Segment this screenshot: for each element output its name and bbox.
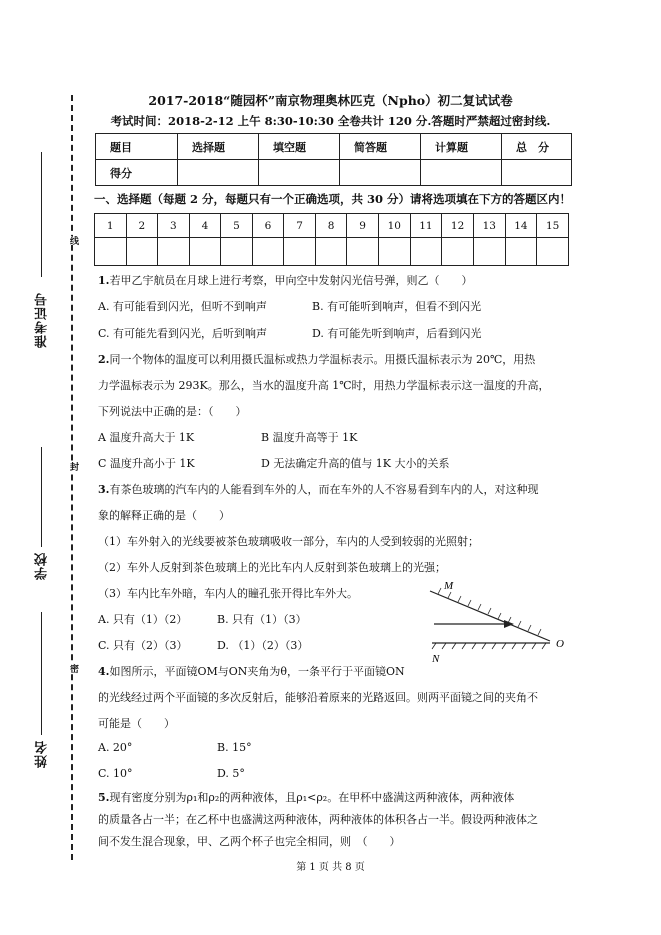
answer-number: 3: [158, 214, 190, 238]
score-row-label: 得分: [96, 160, 178, 186]
question-2-option-b: B 温度升高等于 1K: [261, 431, 358, 444]
answer-number: 2: [126, 214, 158, 238]
answer-cell[interactable]: [158, 238, 190, 266]
answer-number: 9: [347, 214, 379, 238]
answer-cell[interactable]: [347, 238, 379, 266]
question-4-option-d: D. 5°: [217, 767, 245, 780]
answer-number: 15: [537, 214, 569, 238]
question-2-option-a: A 温度升高大于 1K: [98, 431, 195, 444]
question-3-statement-2: （2）车外人反射到茶色玻璃上的光比车内人反射到茶色玻璃上的光强；: [98, 561, 446, 574]
answer-number: 12: [442, 214, 474, 238]
answer-number: 7: [284, 214, 316, 238]
question-3-statement-1: （1）车外射入的光线要被茶色玻璃吸收一部分，车内的人受到较弱的光照射；: [98, 535, 479, 548]
answer-number: 6: [252, 214, 284, 238]
question-5-text-1: 现有密度分别为ρ₁和ρ₂的两种液体，且ρ₁<ρ₂。在甲杯中盛满这两种液体，两种液体: [109, 791, 515, 804]
seal-char-line: 线: [68, 236, 78, 245]
seal-char-secret: 密: [68, 664, 78, 673]
question-1-option-a: A. 有可能看到闪光，但听不到响声: [98, 300, 267, 313]
question-3-option-d: D. （1）（2）（3）: [217, 639, 309, 652]
question-2-option-c: C 温度升高小于 1K: [98, 457, 195, 470]
question-1-option-b: B. 有可能听到响声，但看不到闪光: [312, 300, 482, 313]
question-2-text-1: 同一个物体的温度可以利用摄氏温标或热力学温标表示。用摄氏温标表示为 20℃，用热: [109, 353, 536, 366]
question-1-text: 若甲乙宇航员在月球上进行考察，甲向空中发射闪光信号弹，则乙（ ）: [109, 274, 473, 287]
question-3-option-b: B. 只有（1）（3）: [217, 613, 307, 626]
answer-cell[interactable]: [284, 238, 316, 266]
answer-cell[interactable]: [126, 238, 158, 266]
question-4-stem-2: 的光线经过两个平面镜的多次反射后，能够沿着原来的光路返回。则两平面镜之间的夹角不: [98, 691, 538, 704]
answer-cell[interactable]: [537, 238, 569, 266]
seal-char-seal: 封: [68, 462, 78, 471]
question-4-stem-1: [98, 663, 405, 679]
score-header-fill: 填空题: [259, 134, 340, 160]
answer-number: 5: [221, 214, 253, 238]
score-cell[interactable]: [421, 160, 502, 186]
answer-cell[interactable]: [505, 238, 537, 266]
school-label: 学校: [35, 552, 50, 580]
answer-cell[interactable]: [410, 238, 442, 266]
answer-number: 4: [189, 214, 221, 238]
question-4-stem-3: 可能是（ ）: [98, 717, 175, 730]
question-1-option-c: C. 有可能先看到闪光，后听到响声: [98, 327, 268, 340]
question-4-option-b: B. 15°: [217, 741, 252, 754]
score-table: [95, 133, 572, 186]
answer-cell[interactable]: [442, 238, 474, 266]
answer-number: 10: [378, 214, 410, 238]
score-header-choice: 选择题: [178, 134, 259, 160]
question-4-text-1: 如图所示，平面镜OM与ON夹角为θ，一条平行于平面镜ON: [109, 665, 405, 678]
question-1-option-d: D. 有可能先听到响声，后看到闪光: [312, 327, 482, 340]
question-3-option-a: A. 只有（1）（2）: [98, 613, 188, 626]
question-3-stem-1: [98, 481, 538, 497]
exam-number-fill-line: [41, 152, 42, 277]
exam-title: 2017-2018“随园杯”南京物理奥林匹克（Npho）初二复试试卷: [148, 93, 513, 108]
section1-heading: 一、选择题（每题 2 分，每题只有一个正确选项，共 30 分）请将选项填在下方的答题区内！: [94, 192, 572, 206]
score-cell[interactable]: [259, 160, 340, 186]
score-header-total: 总 分: [502, 134, 572, 160]
score-cell[interactable]: [178, 160, 259, 186]
figure-label-m: M: [444, 580, 454, 592]
question-2-stem-2: 力学温标表示为 293K。那么，当水的温度升高 1℃时，用热力学温标表示这一温度的升高，: [98, 379, 550, 392]
name-fill-line: [41, 612, 42, 735]
figure-label-n: N: [432, 653, 440, 665]
question-3-number: 3.: [98, 483, 110, 496]
score-cell[interactable]: [502, 160, 572, 186]
score-header-topic: 题目: [96, 134, 178, 160]
question-3-text-1: 有茶色玻璃的汽车内的人能看到车外的人，而在车外的人不容易看到车内的人，对这种现: [109, 483, 539, 496]
question-3-stem-2: 象的解释正确的是（ ）: [98, 509, 230, 522]
answer-number: 14: [505, 214, 537, 238]
answer-grid: [94, 213, 569, 266]
question-4-option-a: A. 20°: [98, 741, 133, 754]
answer-number: 8: [315, 214, 347, 238]
exam-subtitle: 考试时间：2018-2-12 上午 8:30-10:30 全卷共计 120 分.答题时严禁超过密封线.: [110, 114, 551, 128]
score-cell[interactable]: [340, 160, 421, 186]
question-2-option-d: D 无法确定升高的值与 1K 大小的关系: [261, 457, 450, 470]
question-2-stem-3: 下列说法中正确的是：（ ）: [98, 405, 247, 418]
answer-cell[interactable]: [95, 238, 127, 266]
question-5-number: 5.: [98, 791, 110, 804]
question-2-number: 2.: [98, 353, 110, 366]
page-footer: 第 1 页 共 8 页: [296, 862, 365, 873]
name-label: 姓名: [35, 740, 50, 768]
question-4-number: 4.: [98, 665, 110, 678]
answer-number: 13: [473, 214, 505, 238]
question-3-option-c: C. 只有（2）（3）: [98, 639, 188, 652]
score-header-calc: 计算题: [421, 134, 502, 160]
question-5-stem-1: [98, 789, 514, 805]
exam-number-label: 准考证号: [35, 292, 50, 348]
mirror-diagram: [410, 575, 570, 667]
question-2-stem-1: [98, 351, 535, 367]
seal-dashed-line: [71, 95, 73, 860]
figure-label-o: O: [556, 638, 564, 650]
answer-number: 11: [410, 214, 442, 238]
question-5-stem-2: 的质量各占一半；在乙杯中也盛满这两种液体，两种液体的体积各占一半。假设两种液体之: [98, 813, 538, 826]
answer-cell[interactable]: [221, 238, 253, 266]
question-1-number: 1.: [98, 274, 110, 287]
question-1-stem: [98, 272, 472, 288]
score-header-short: 简答题: [340, 134, 421, 160]
question-3-statement-3: （3）车内比车外暗，车内人的瞳孔张开得比车外大。: [98, 587, 358, 600]
answer-cell[interactable]: [315, 238, 347, 266]
answer-cell[interactable]: [378, 238, 410, 266]
school-fill-line: [41, 447, 42, 547]
question-5-stem-3: 间不发生混合现象，甲、乙两个杯子也完全相同，则 （ ）: [98, 835, 401, 848]
answer-number: 1: [95, 214, 127, 238]
answer-cell[interactable]: [189, 238, 221, 266]
answer-cell[interactable]: [473, 238, 505, 266]
answer-cell[interactable]: [252, 238, 284, 266]
question-4-option-c: C. 10°: [98, 767, 133, 780]
